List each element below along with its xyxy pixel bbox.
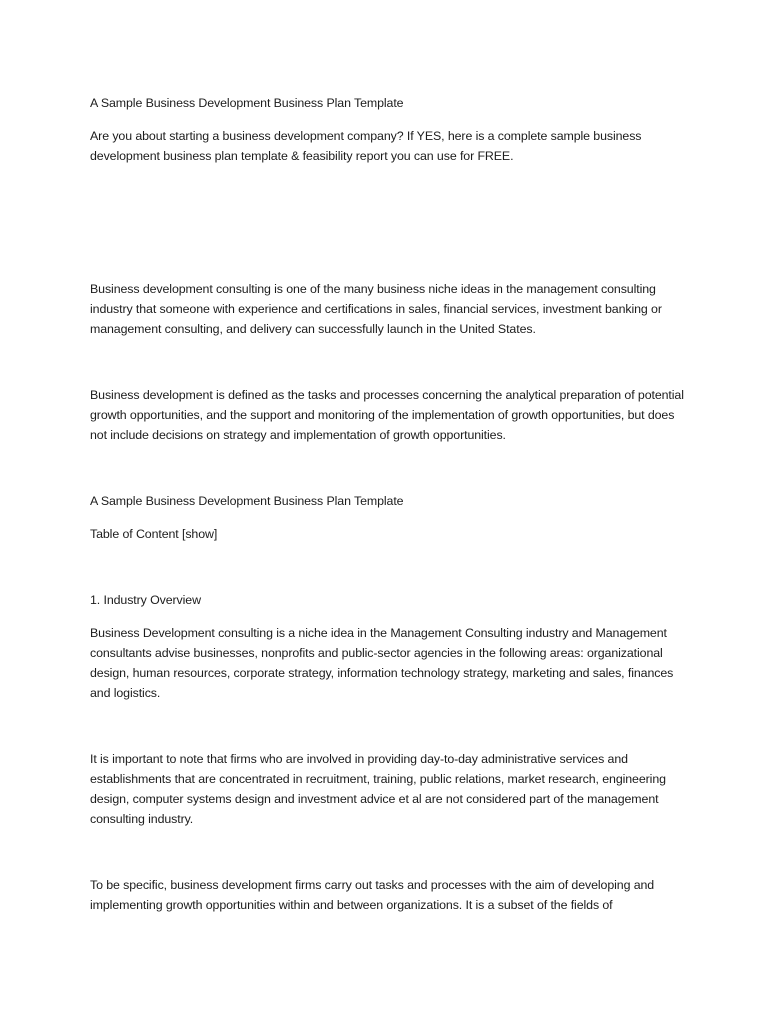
spacer [90,829,690,875]
industry-overview-paragraph-1: Business Development consulting is a niche idea in the Management Consulting industry and Management consultants advise businesses, nonprofits and public-sector agencies in the following areas: organizational design, human resources, corporate strategy, information technology strategy, marketing and sales, finances and logistics. [90,626,674,700]
spacer [90,511,690,524]
spacer [90,166,690,279]
spacer [90,339,690,385]
spacer [90,703,690,749]
section-heading-industry-overview: 1. Industry Overview [90,593,201,607]
intro-paragraph: Are you about starting a business development company? If YES, here is a complete sample business development business plan template & feasibility report you can use for FREE. [90,129,642,163]
paragraph-niche-idea: Business development consulting is one of the many business niche ideas in the management consulting industry that someone with experience and certifications in sales, financial services, investment banking or management consulting, and delivery can successfully launch in the United States. [90,282,662,336]
document-body [90,93,690,915]
document-title: A Sample Business Development Business Plan Template [90,96,404,110]
section-subtitle: A Sample Business Development Business Plan Template [90,494,404,508]
table-of-contents-toggle[interactable]: Table of Content [show] [90,527,218,541]
spacer [90,445,690,491]
spacer [90,610,690,623]
paragraph-definition: Business development is defined as the tasks and processes concerning the analytical preparation of potential growth opportunities, and the support and monitoring of the implementation of growth opportunities, but does not include decisions on strategy and implementation of growth opportunities. [90,388,684,442]
spacer [90,113,690,126]
industry-overview-paragraph-3: To be specific, business development firms carry out tasks and processes with the aim of developing and implementing growth opportunities within and between organizations. It is a subset of the fields of [90,878,655,912]
industry-overview-paragraph-2: It is important to note that firms who are involved in providing day-to-day administrative services and establishments that are concentrated in recruitment, training, public relations, market research, engineering design, computer systems design and investment advice et al are not considered part of the management consulting industry. [90,752,666,826]
spacer [90,544,690,590]
